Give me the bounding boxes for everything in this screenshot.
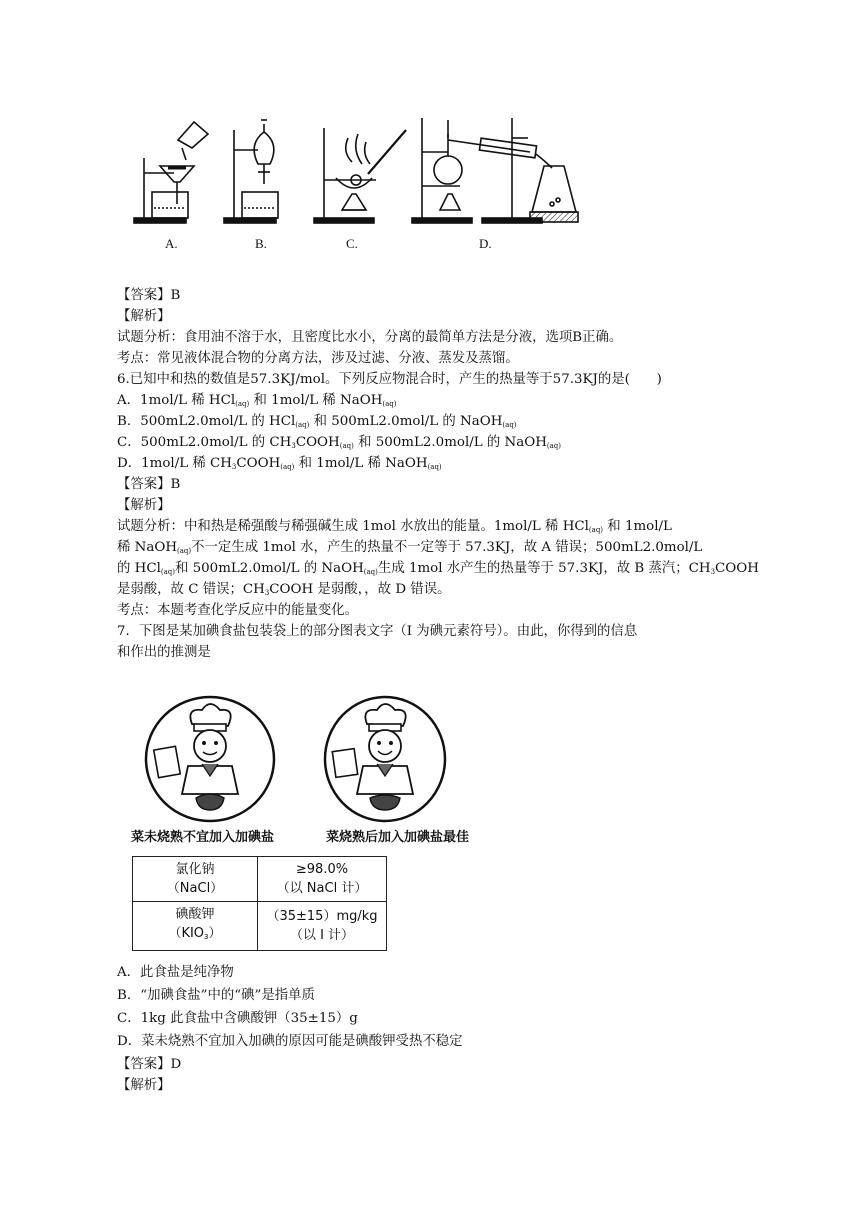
table-cell: ≥98.0% （以 NaCl 计） bbox=[258, 857, 387, 902]
q6-kaodian: 考点：本题考查化学反应中的能量变化。 bbox=[117, 603, 359, 618]
figure-label-b: B. bbox=[255, 236, 267, 251]
figure-label-c: C. bbox=[346, 236, 358, 251]
apparatus-a-filtration bbox=[134, 122, 208, 223]
q6-analysis-line-2: 稀 NaOH$_{(aq)}$不一定生成 1mol 水，产生的热量不一定等于 57.3KJ，故 A 错误；500mL2.0mol/L bbox=[117, 540, 703, 555]
q6-analysis-line-3: 的 HCl$_{(aq)}$和 500mL2.0mol/L 的 NaOH$_{(aq)}$生成 1mol 水产生的热量等于 57.3KJ，故 B 蒸汽；$CH_3COOH$ bbox=[117, 561, 759, 576]
apparatus-b-separatory-funnel bbox=[224, 120, 278, 223]
q7-option-d: D．菜未烧熟不宜加入加碘的原因可能是碘酸钾受热不稳定 bbox=[117, 1034, 463, 1049]
q6-option-a: A．1mol/L 稀 HCl$_{(aq)}$ 和 1mol/L 稀 NaOH$_{(aq)}$ bbox=[117, 393, 397, 408]
table-cell: 碘酸钾 $(KIO_3)$ bbox=[133, 902, 258, 951]
q6-option-d: D．1mol/L 稀 $CH_3COOH_{(aq)}$ 和 1mol/L 稀 NaOH$_{(aq)}$ bbox=[117, 456, 442, 471]
q6-option-c: C．500mL2.0mol/L 的 $CH_3COOH_{(aq)}$ 和 500mL2.0mol/L 的 NaOH$_{(aq)}$ bbox=[117, 435, 562, 450]
q7-option-a: A．此食盐是纯净物 bbox=[117, 965, 234, 980]
table-row bbox=[133, 857, 387, 902]
chef-caption-left: 菜未烧熟不宜加入加碘盐 bbox=[131, 830, 275, 845]
q6-analysis-head: 【解析】 bbox=[117, 498, 171, 513]
q5-analysis: 试题分析：食用油不溶于水，且密度比水小，分离的最简单方法是分液，选项B正确。 bbox=[117, 330, 623, 345]
table-cell: （35±15）mg/kg （以 I 计） bbox=[258, 902, 387, 951]
figure-label-d: D. bbox=[479, 236, 492, 251]
q6-analysis-line-4: 是弱酸，故 C 错误；$CH_3COOH$ 是弱酸，，故 D 错误。 bbox=[117, 582, 451, 597]
q6-answer: 【答案】B bbox=[117, 477, 181, 492]
apparatus-c-evaporation bbox=[314, 128, 406, 223]
q5-answer: 【答案】B bbox=[117, 288, 181, 303]
figure-label-a: A. bbox=[165, 236, 178, 251]
salt-composition-table bbox=[132, 856, 387, 951]
chef-illustration-right bbox=[320, 694, 450, 824]
table-cell: 氯化钠 （NaCl） bbox=[133, 857, 258, 902]
table-row bbox=[133, 902, 387, 951]
q5-kaodian: 考点：常见液体混合物的分离方法，涉及过滤、分液、蒸发及蒸馏。 bbox=[117, 351, 519, 366]
q7-analysis-head: 【解析】 bbox=[117, 1078, 171, 1093]
chef-illustration-left bbox=[140, 694, 280, 824]
q7-stem-line-2: 和作出的推测是 bbox=[117, 645, 211, 660]
q7-option-c: C．1kg 此食盐中含碘酸钾（35±15）g bbox=[117, 1011, 358, 1026]
apparatus-figure bbox=[130, 108, 750, 238]
q6-stem: 6.已知中和热的数值是57.3KJ/mol。下列反应物混合时，产生的热量等于57.3KJ的是( ) bbox=[117, 372, 662, 387]
apparatus-d-distillation bbox=[412, 118, 578, 223]
q6-option-b: B．500mL2.0mol/L 的 HCl$_{(aq)}$ 和 500mL2.0mol/L 的 NaOH$_{(aq)}$ bbox=[117, 414, 517, 429]
q7-stem-line-1: 7．下图是某加碘食盐包装袋上的部分图表文字（I 为碘元素符号）。由此，你得到的信息 bbox=[117, 624, 638, 639]
q5-analysis-head: 【解析】 bbox=[117, 309, 171, 324]
chef-caption-right: 菜烧熟后加入加碘盐最佳 bbox=[326, 830, 470, 845]
q7-answer: 【答案】D bbox=[117, 1057, 182, 1072]
q7-option-b: B．“加碘食盐”中的“碘”是指单质 bbox=[117, 988, 315, 1003]
q6-analysis-line-1: 试题分析：中和热是稀强酸与稀强碱生成 1mol 水放出的能量。1mol/L 稀 HCl$_{(aq)}$ 和 1mol/L bbox=[117, 519, 672, 534]
